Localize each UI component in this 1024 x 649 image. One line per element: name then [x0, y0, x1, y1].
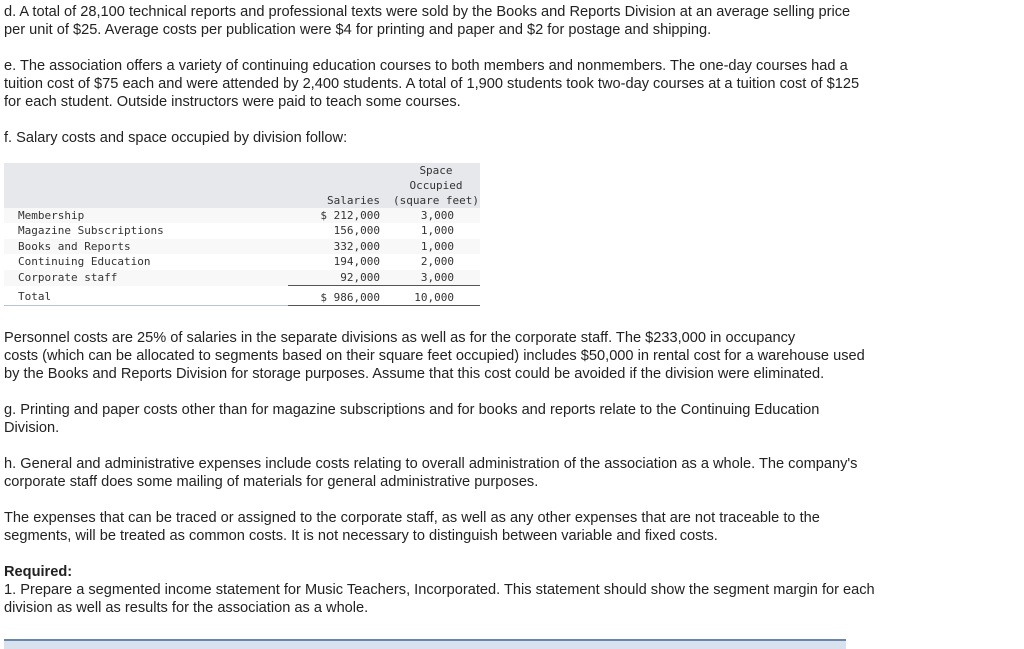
required-heading: Required:: [4, 564, 73, 580]
table-header-blank: [4, 163, 288, 208]
salary-space-table: [4, 163, 480, 306]
table-row: Continuing Education 194,000 2,000: [4, 254, 480, 269]
table-row: Corporate staff 92,000 3,000: [4, 270, 480, 286]
table-row: Books and Reports 332,000 1,000: [4, 239, 480, 254]
answer-panel-edge: [4, 639, 846, 649]
table-header-space: Space Occupied (square feet): [392, 164, 480, 207]
paragraph-e: e. The association offers a variety of continuing education courses to both members and nonmembers. The one-day courses had a tuition cost of $75 each and were attended by 2,400 students. A total of 1,900 students took two-day courses at a tuition cost of $125 for each student. Outside instructors were paid to teach some courses.: [4, 58, 860, 110]
paragraph-personnel: Personnel costs are 25% of salaries in the separate divisions as well as for the corporate staff. The $233,000 in occupancy costs (which can be allocated to segments based on their square feet occupied) includes $50,000 in rental cost for a warehouse used by the Books and Reports Division for storage purposes. Assume that this cost could be avoided if the division were eliminated.: [4, 330, 865, 382]
paragraph-common-costs: The expenses that can be traced or assigned to the corporate staff, as well as any other expenses that are not traceable to the segments, will be treated as common costs. It is not necessary to distinguish between variable and fixed costs.: [4, 510, 820, 544]
table-header-salaries: Salaries: [288, 163, 392, 208]
paragraph-h: h. General and administrative expenses include costs relating to overall administration of the association as a whole. The company's corporate staff does some mailing of materials for general administrative purposes.: [4, 456, 858, 490]
paragraph-d: d. A total of 28,100 technical reports and professional texts were sold by the Books and Reports Division at an average selling price per unit of $25. Average costs per publication were $4 for printing and paper and $2 for postage and shipping.: [4, 4, 851, 38]
paragraph-f: f. Salary costs and space occupied by division follow:: [4, 130, 348, 146]
required-section: Required: 1. Prepare a segmented income statement for Music Teachers, Incorporated. This statement should show the segment margin for each division as well as results for the association as a whole.: [4, 563, 964, 617]
table-row: Membership $ 212,000 3,000: [4, 208, 480, 223]
table-row: Magazine Subscriptions 156,000 1,000: [4, 223, 480, 238]
table-total-row: Total $ 986,000 10,000: [4, 286, 480, 306]
paragraph-g: g. Printing and paper costs other than for magazine subscriptions and for books and reports relate to the Continuing Education Division.: [4, 402, 820, 436]
